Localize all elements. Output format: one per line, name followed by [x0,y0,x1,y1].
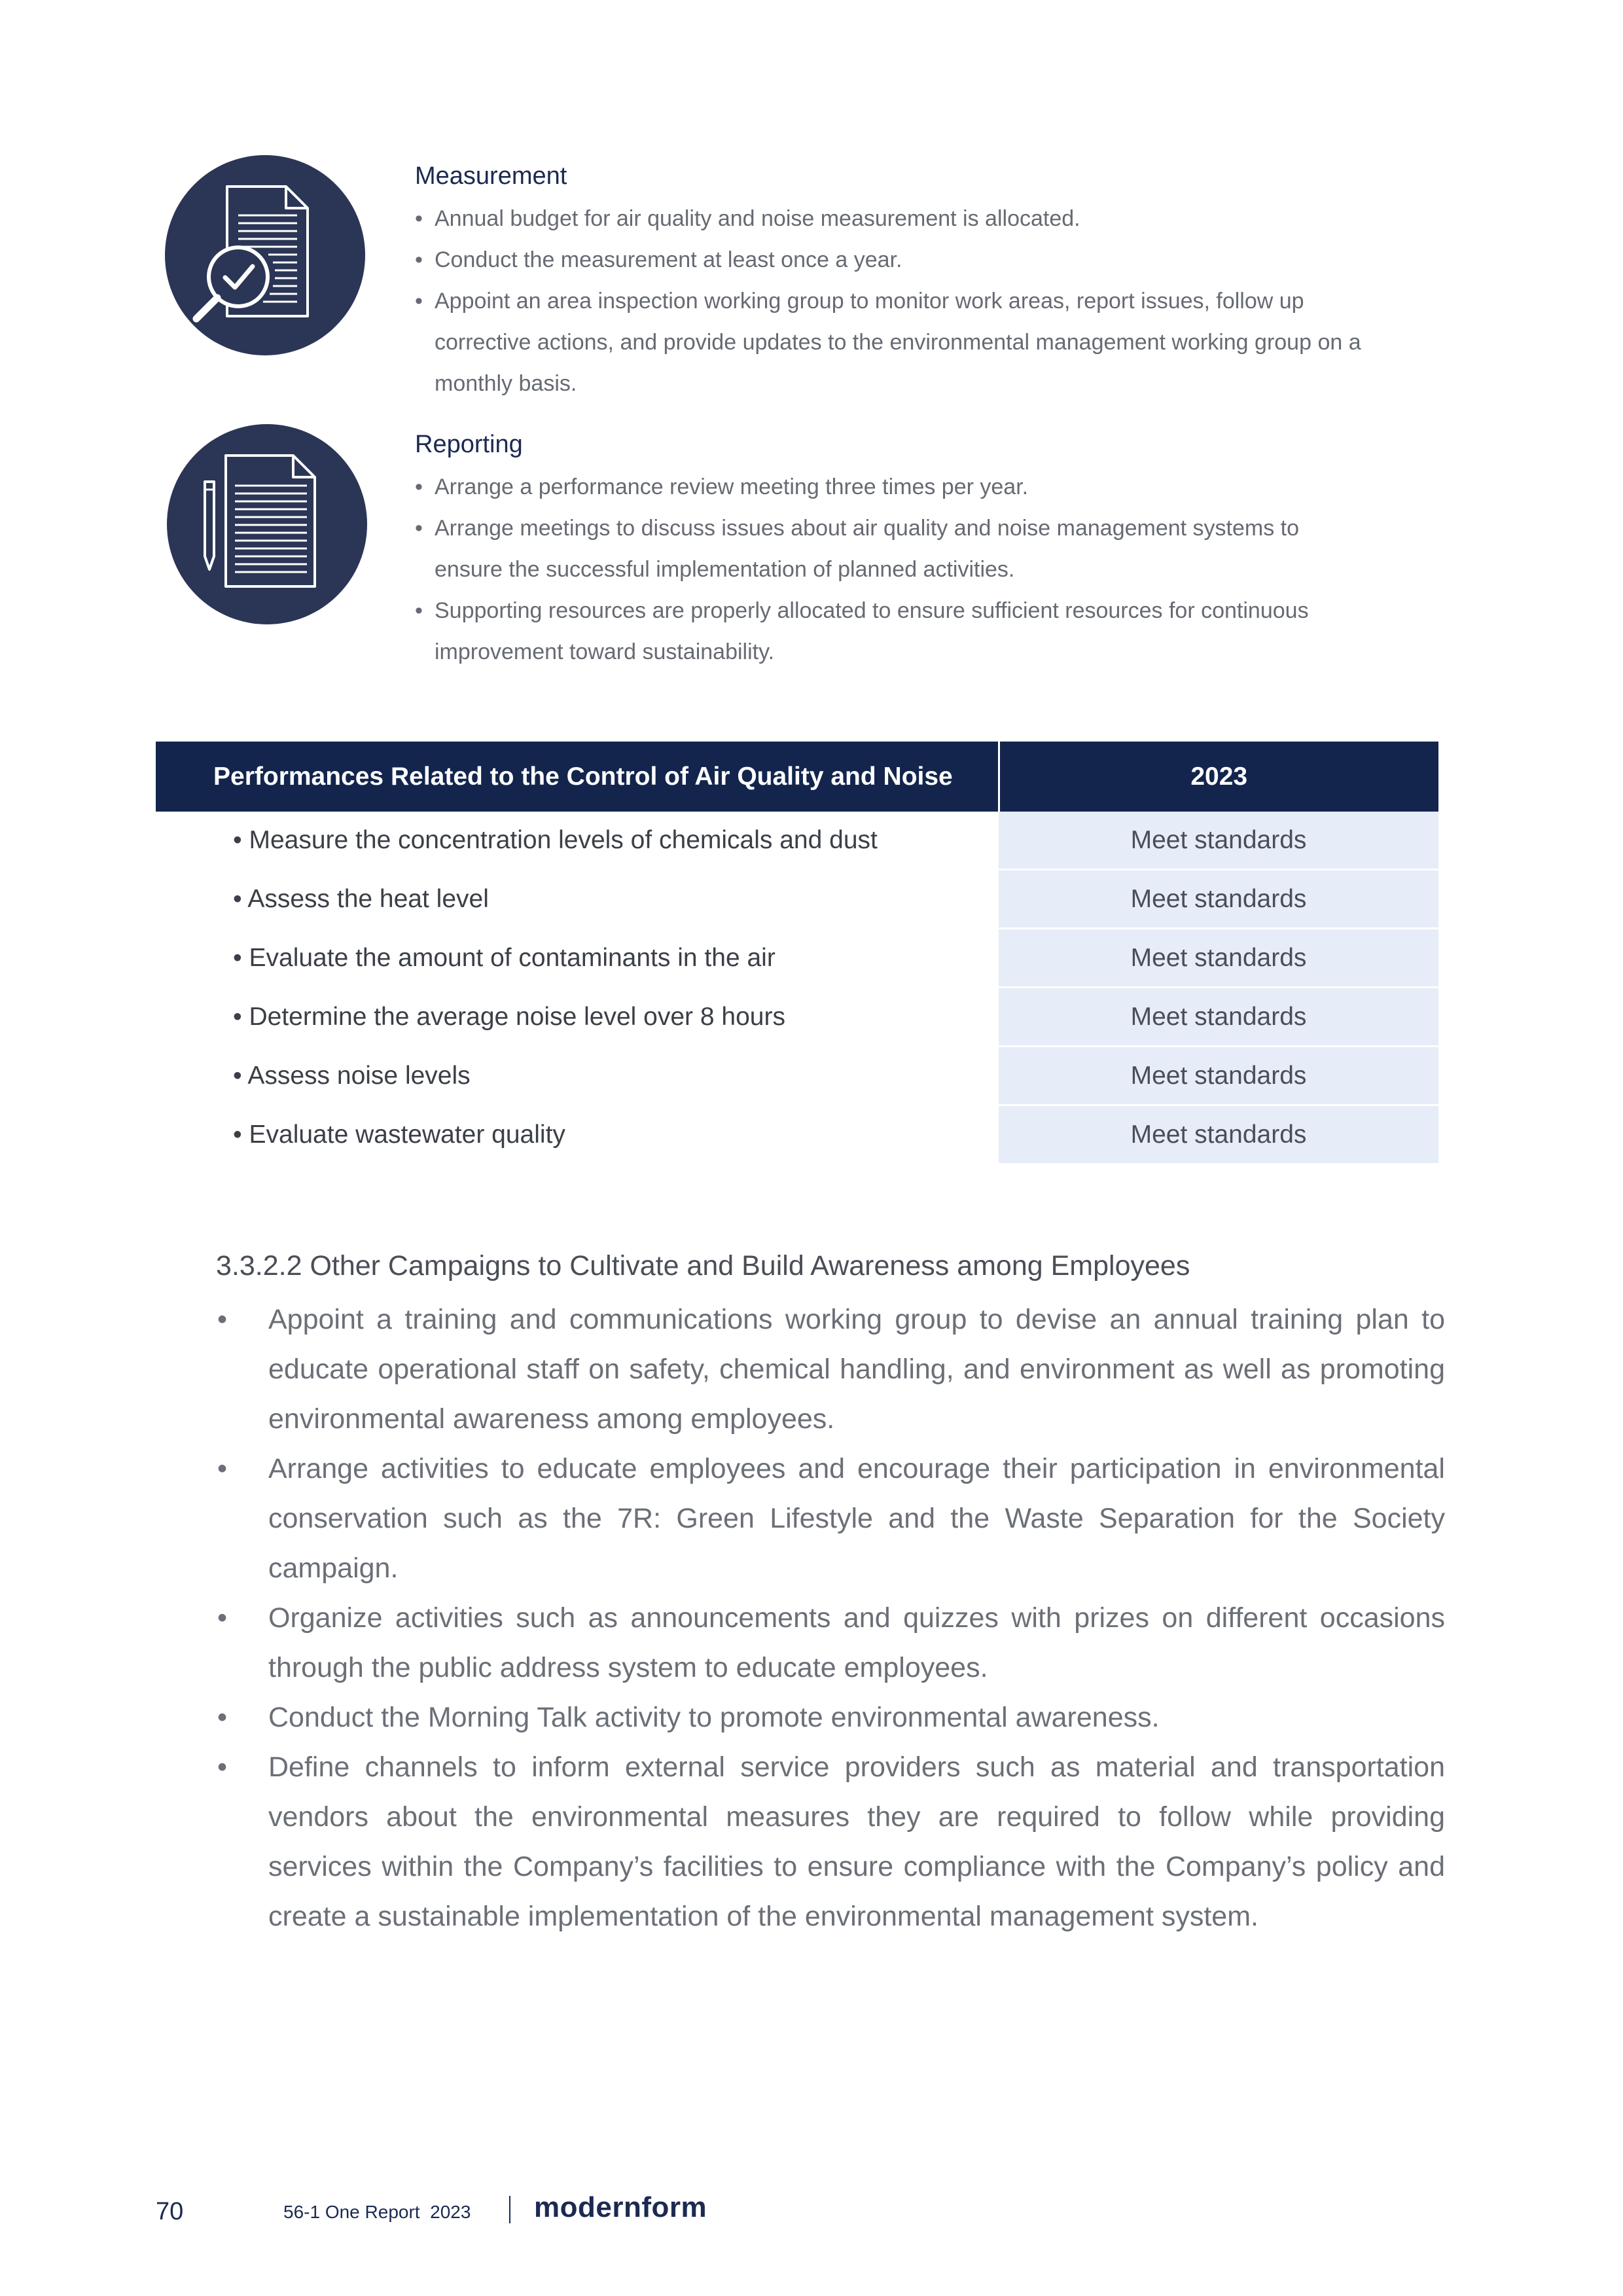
table-cell-value: Meet standards [999,1047,1438,1105]
table-cell-value: Meet standards [999,988,1438,1047]
document-magnifier-check-icon [165,155,365,355]
footer-divider [509,2196,510,2223]
report-name: 56-1 One Report 2023 [283,2202,471,2222]
brand-logo: modernform [534,2191,707,2223]
table-cell-item: • Determine the average noise level over 8 hours [156,988,999,1047]
table-cell-value: Meet standards [999,1105,1438,1164]
list-item: • Define channels to inform external service providers such as material and transportation vendors about the environmental measures they are required to follow while providing services within the Company’s facilities to ensure compliance with the Company’s policy and create a sustainable implementation of the environmental management system. [217,1751,1445,1932]
table-cell-item: • Measure the concentration levels of chemicals and dust [156,812,999,870]
table-row [156,1105,1438,1164]
document-pencil-icon [167,424,367,624]
measurement-list [415,198,1397,404]
list-item: • Organize activities such as announcements and quizzes with prizes on different occasions through the public address system to educate employees. [217,1602,1445,1683]
table-cell-item: • Evaluate wastewater quality [156,1105,999,1164]
list-item: • Supporting resources are properly allocated to ensure sufficient resources for continuous improvement toward sustainability. [415,598,1309,664]
list-item: • Appoint a training and communications working group to devise an annual training plan to educate operational staff on safety, chemical handling, and environment as well as promoting environmental awareness among employees. [217,1304,1445,1435]
list-item: • Conduct the Morning Talk activity to promote environmental awareness. [217,1702,1160,1733]
table-header-item: Performances Related to the Control of Air Quality and Noise [156,742,999,812]
table-row [156,988,1438,1047]
table-cell-item: • Evaluate the amount of contaminants in the air [156,929,999,988]
section-heading: 3.3.2.2 Other Campaigns to Cultivate and Build Awareness among Employees [216,1250,1190,1282]
campaign-list [216,1295,1445,1941]
list-item: • Appoint an area inspection working group to monitor work areas, report issues, follow up corrective actions, and provide updates to the environmental management working group on a monthly basis. [415,289,1361,396]
table-cell-item: • Assess noise levels [156,1047,999,1105]
table-row [156,929,1438,988]
table-row [156,812,1438,870]
list-item: • Arrange meetings to discuss issues about air quality and noise management systems to ensure the successful implementation of planned activities. [415,516,1300,582]
table-cell-value: Meet standards [999,870,1438,929]
page-number: 70 [156,2198,184,2225]
list-item: • Arrange activities to educate employees and encourage their participation in environmental conservation such as the 7R: Green Lifestyle and the Waste Separation for the Society campaign. [217,1453,1445,1584]
reporting-title: Reporting [415,431,523,458]
table-header-row [156,742,1438,812]
table-row [156,870,1438,929]
reporting-list [415,467,1397,673]
table-cell-value: Meet standards [999,812,1438,870]
list-item: • Annual budget for air quality and noise measurement is allocated. [415,206,1080,231]
list-item: • Conduct the measurement at least once a year. [415,247,902,272]
table-cell-value: Meet standards [999,929,1438,988]
measurement-title: Measurement [415,162,567,190]
performance-table [156,742,1438,1165]
table-row [156,1047,1438,1105]
table-header-year: 2023 [999,742,1438,812]
list-item: • Arrange a performance review meeting three times per year. [415,475,1029,499]
table-cell-item: • Assess the heat level [156,870,999,929]
